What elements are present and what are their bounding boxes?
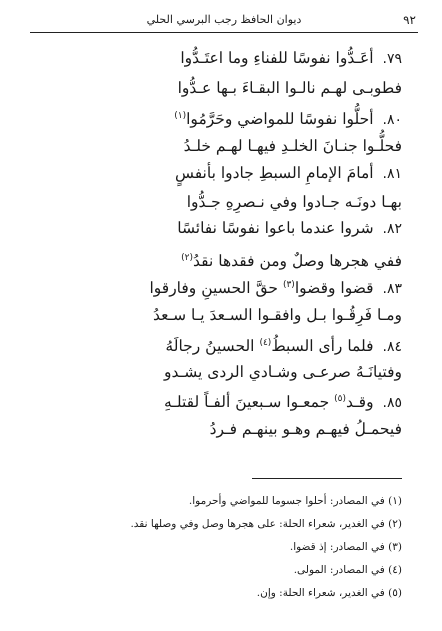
verse-text: ومـا فَرِقُـوا بـل وافقـوا السـعدَ يـا سـعدُ [152, 306, 402, 324]
verse-text: وفتيانَـهُ صرعـى وشـادي الردى يشـدو [164, 363, 402, 381]
verse-text: فيحمـلُ فيهـم وهـو بينهـم فـردُ [209, 420, 402, 438]
verse-text: حقَّ الحسينِ وفارقوا [149, 279, 278, 298]
footnote: (٢) في الغدير، شعراء الحلة: على هجرها وصل وفي وصلها نقد. [130, 518, 402, 530]
verse-line-first [40, 103, 402, 133]
verse-text: أمامَ الإمامِ السبطِ جادوا بأنفسٍ [174, 164, 374, 182]
verse-text: أعَـدُّوا نفوسًا للفناءِ وما اعتَـدُّوا [180, 49, 374, 67]
verse-number: ٨٣. [382, 281, 402, 298]
verse-text: الحسينُ رجالَهُ [165, 337, 255, 356]
running-title: ديوان الحافظ رجب البرسي الحلي [146, 13, 302, 26]
verse-text: فلما رأى السبطُ [271, 337, 374, 356]
footnote: (٥) في الغدير، شعراء الحلة: وإن. [256, 587, 402, 599]
verse-text: أحلُّوا نفوسًا للمواضي وحَرَّمُوا [186, 110, 374, 129]
verse-text: ففي هجرها وصلٌ ومن فقدها نقدُ [193, 252, 402, 271]
verse-text: قضوا وقضوا [294, 279, 374, 298]
verse-text: وقـد [345, 393, 374, 412]
verse-line-first [40, 330, 402, 360]
verse-line-first [40, 160, 402, 187]
verse-number: ٨٠. [382, 112, 402, 129]
verse-text: فطوبـى لهـم نالـوا البقـاءَ بـها عـدُّوا [177, 79, 402, 97]
footnote-ref: (٥) [334, 394, 346, 404]
footnote-ref: (١) [174, 111, 187, 121]
verse-line-second [40, 189, 402, 215]
verse-text: بهـا دونَـه جـادوا وفي نـصرِهِ جـدُّوا [186, 193, 402, 211]
footnotes [30, 490, 402, 605]
page-header [30, 10, 418, 33]
verse-line-second [40, 302, 402, 328]
footnote-ref: (٤) [259, 338, 272, 348]
footnote: (٣) في المصادر: إذ قضوا. [289, 541, 402, 553]
footnote-ref: (٢) [181, 253, 194, 263]
verse-line-first [40, 215, 402, 242]
verse-number: ٨٢. [382, 221, 402, 237]
footnote-ref: (٣) [282, 280, 295, 290]
verse-line-second [40, 75, 402, 101]
verse-line-first [40, 45, 402, 72]
page-number: ٩٢ [403, 13, 416, 27]
verse-number: ٨١. [382, 166, 402, 182]
verse-number: ٨٥. [382, 395, 402, 412]
verse-line-second [40, 245, 402, 274]
footnote: (١) في المصادر: أحلوا جسوما للمواضي وأحرموا. [188, 495, 402, 507]
footnote-divider [252, 478, 402, 479]
verse-line-second [40, 359, 402, 385]
verse-text: شروا عندما باعوا نفوسًا نفائسًا [177, 219, 374, 237]
footnote: (٤) في المصادر: المولى. [293, 564, 402, 576]
verse-line-second [40, 133, 402, 159]
verse-text: فحلُّـوا جنـانَ الخلـدِ فيهـا لهـم خلـدُ [183, 137, 402, 155]
verse-line-first [40, 386, 402, 416]
verse-line-second [40, 416, 402, 442]
verse-text: جمعـوا سـبعينَ ألفـاً لقتلـهِ [164, 393, 330, 412]
verse-number: ٨٤. [382, 339, 402, 356]
verse-line-first [40, 272, 402, 302]
verse-number: ٧٩. [382, 51, 402, 67]
